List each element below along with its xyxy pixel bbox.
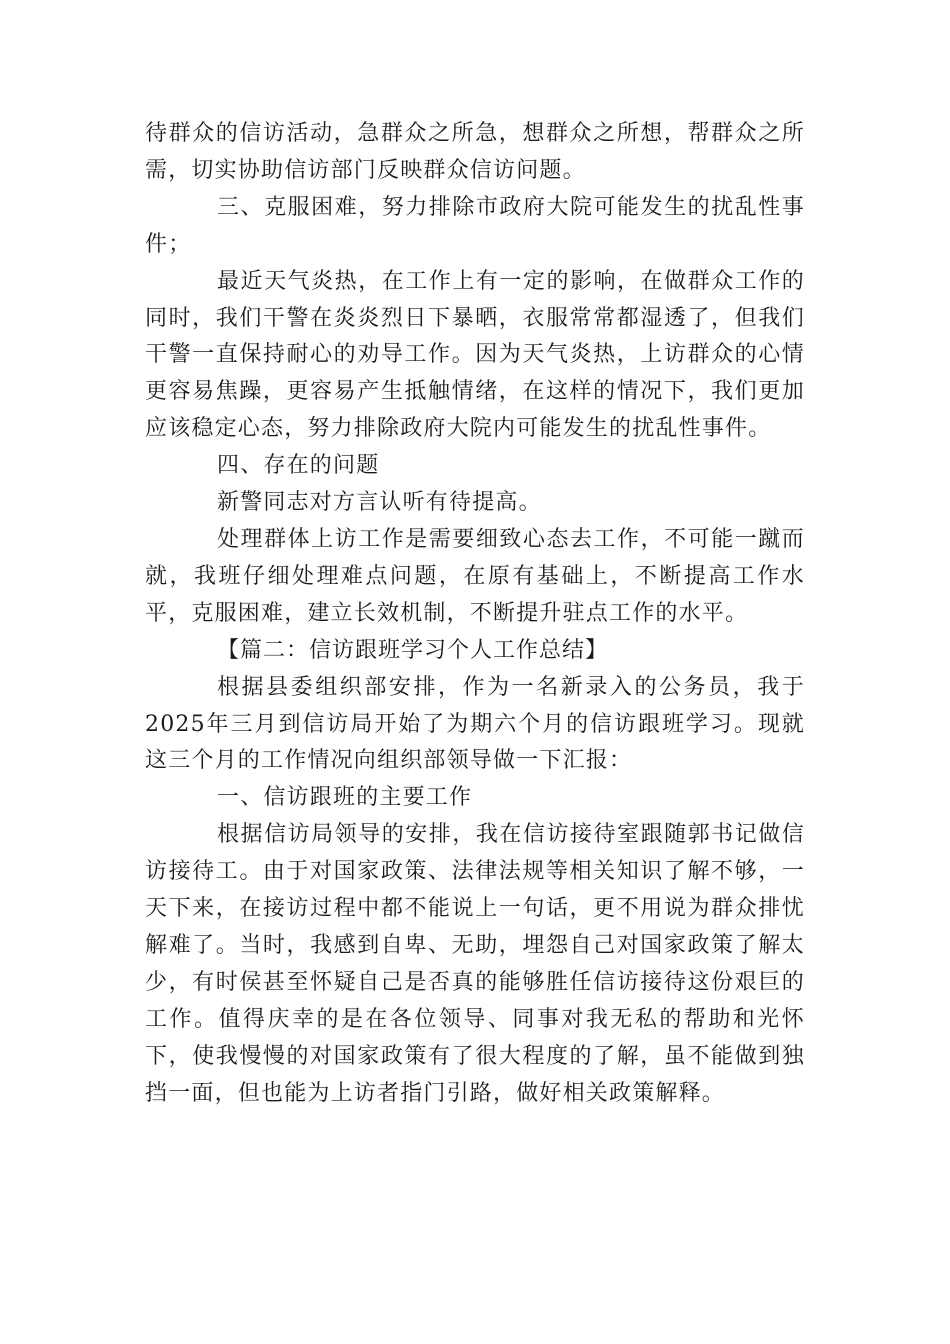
document-body [145,116,805,1112]
section-heading-three: 三、克服困难，努力排除市政府大院可能发生的扰乱性事件； [145,194,805,257]
paragraph-weather: 最近天气炎热，在工作上有一定的影响，在做群众工作的同时，我们干警在炎炎烈日下暴晒，衣服常常都湿透了，但我们干警一直保持耐心的劝导工作。因为天气炎热，上访群众的心情更容易焦躁，更容易产生抵触情绪，在这样的情况下，我们更加应该稳定心态，努力排除政府大院内可能发生的扰乱性事件。 [145,268,805,442]
section-heading-one: 一、信访跟班的主要工作 [217,785,473,811]
paragraph-reception-work: 根据信访局领导的安排，我在信访接待室跟随郭书记做信访接待工。由于对国家政策、法律法规等相关知识了解不够，一天下来，在接访过程中都不能说上一句话，更不用说为群众排忧解难了。当时，我感到自卑、无助，埋怨自己对国家政策了解太少，有时侯甚至怀疑自己是否真的能够胜任信访接待这份艰巨的工作。值得庆幸的是在各位领导、同事对我无私的帮助和光怀下，使我慢慢的对国家政策有了很大程度的了解，虽不能做到独挡一面，但也能为上访者指门引路，做好相关政策解释。 [145,822,805,1106]
paragraph-group-petition: 处理群体上访工作是需要细致心态去工作，不可能一蹴而就，我班仔细处理难点问题，在原有基础上，不断提高工作水平，克服困难，建立长效机制，不断提升驻点工作的水平。 [145,526,805,626]
paragraph-continuation: 待群众的信访活动，急群众之所急，想群众之所想，帮群众之所需，切实协助信访部门反映群众信访问题。 [145,121,805,183]
section-heading-four: 四、存在的问题 [217,453,380,479]
paragraph-intro: 根据县委组织部安排，作为一名新录入的公务员，我于2025年三月到信访局开始了为期六个月的信访跟班学习。现就这三个月的工作情况向组织部领导做一下汇报： [145,674,805,774]
article-title-part-two: 【篇二：信访跟班学习个人工作总结】 [217,637,609,663]
paragraph-dialect: 新警同志对方言认听有待提高。 [217,490,542,516]
